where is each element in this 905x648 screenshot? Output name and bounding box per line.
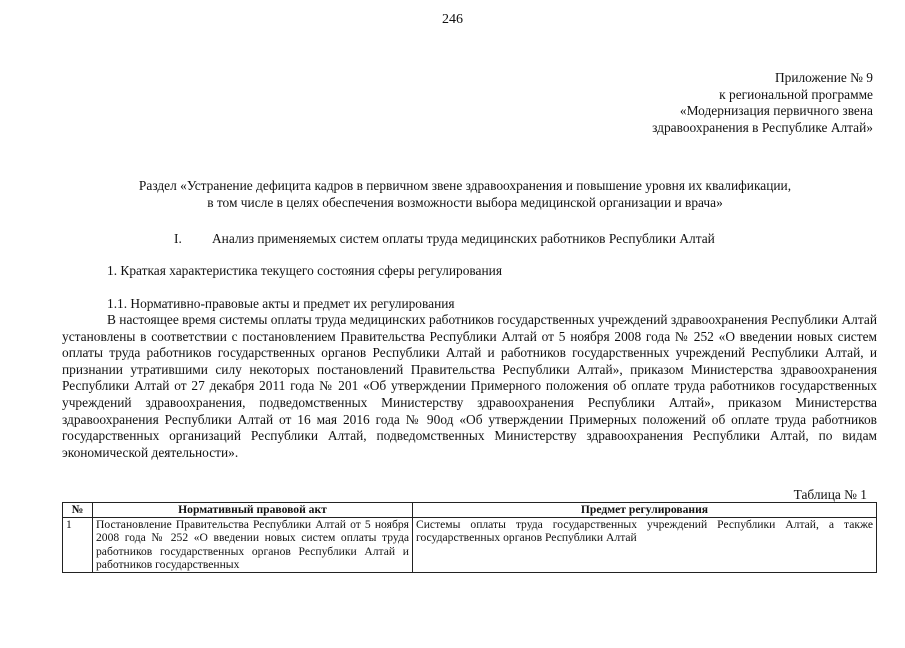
appendix-line-4: здравоохранения в Республике Алтай» bbox=[652, 119, 873, 135]
appendix-block bbox=[652, 70, 873, 136]
part-title: Анализ применяемых систем оплаты труда медицинских работников Республики Алтай bbox=[212, 231, 715, 246]
row-act: Постановление Правительства Республики Алтай от 5 ноября 2008 года № 252 «О введении новых систем оплаты труда работников государственных органов Республики Алтай и работников государственных bbox=[93, 517, 413, 572]
table-header-row bbox=[63, 503, 877, 518]
row-num: 1 bbox=[63, 517, 93, 572]
part-numeral: I. bbox=[174, 231, 182, 246]
appendix-line-2: к региональной программе bbox=[719, 86, 873, 102]
heading-1: 1. Краткая характеристика текущего состояния сферы регулирования bbox=[107, 263, 502, 278]
body-paragraph: В настоящее время системы оплаты труда медицинских работников государственных учреждений здравоохранения Республики Алтай установлены в соответствии с постановлением Правительства Республики Алтай от 5 ноября 2008 года № 252 «О введении новых систем оплаты труда работников государственных органов Республики Алтай и работников государственных учреждений Республики Алтай, и признании утратившими силу некоторых постановлений Правительства Республики Алтай», приказом Министерства здравоохранения Республики Алтай от 27 декабря 2011 года № 201 «Об утверждении Примерного положения об оплате труда работников государственных учреждений здравоохранения, подведомственных Министерству здравоохранения Республики Алтай», приказом Министерства здравоохранения Республики Алтай от 16 мая 2016 года № 90од «Об утверждении Примерных положений об оплате труда работников государственных организаций Республики Алтай, подведомственных Министерству здравоохранения Республики Алтай, по видам экономической деятельности». bbox=[62, 312, 877, 460]
appendix-line-1: Приложение № 9 bbox=[774, 70, 873, 85]
heading-1-1: 1.1. Нормативно-правовые акты и предмет их регулирования bbox=[107, 296, 455, 311]
table-label: Таблица № 1 bbox=[793, 487, 867, 502]
page-bottom-mask bbox=[60, 578, 890, 648]
section-title bbox=[60, 177, 870, 211]
section-title-line-2: в том числе в целях обеспечения возможности выбора медицинской организации и врача» bbox=[207, 195, 723, 210]
header-act: Нормативный правовой акт bbox=[93, 503, 413, 518]
acts-table bbox=[62, 502, 877, 573]
table-row bbox=[63, 517, 877, 572]
section-title-line-1: Раздел «Устранение дефицита кадров в первичном звене здравоохранения и повышение уровня их квалификации, bbox=[138, 178, 792, 193]
header-num: № bbox=[63, 503, 93, 518]
part-heading bbox=[174, 231, 715, 247]
page-number: 246 bbox=[442, 12, 463, 27]
appendix-line-3: «Модернизация первичного звена bbox=[679, 103, 873, 119]
header-subject: Предмет регулирования bbox=[413, 503, 877, 518]
row-subject: Системы оплаты труда государственных учреждений Республики Алтай, а также государственных органов Республики Алтай bbox=[413, 517, 877, 572]
